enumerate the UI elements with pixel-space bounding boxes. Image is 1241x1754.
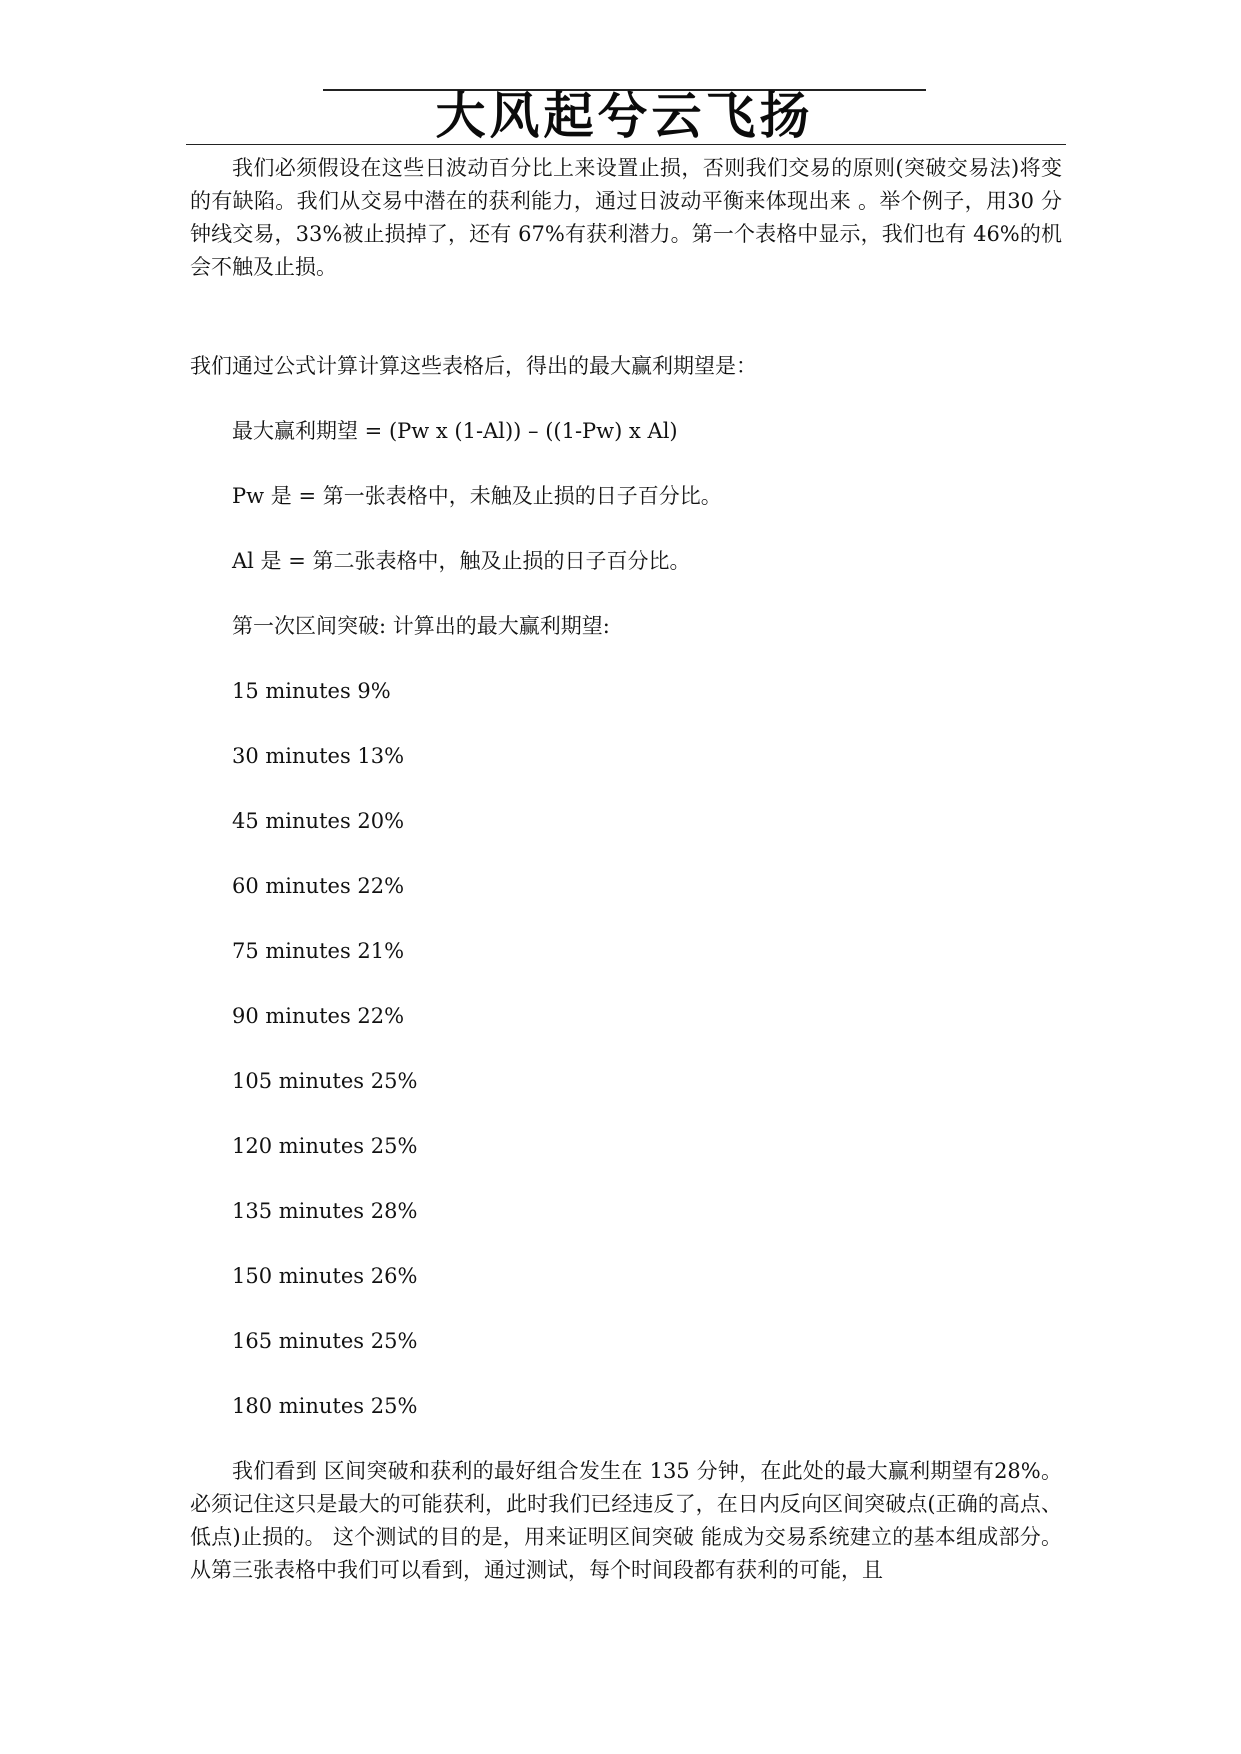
- spacer: [190, 903, 1062, 935]
- spacer: [190, 448, 1062, 480]
- list-item: 150 minutes 26%: [232, 1264, 418, 1288]
- list-item: 165 minutes 25%: [232, 1329, 418, 1353]
- spacer: [190, 1098, 1062, 1130]
- spacer: [190, 1358, 1062, 1390]
- results-list: [190, 675, 1062, 1423]
- pw-definition: Pw 是 = 第一张表格中，未触及止损的日子百分比。: [232, 484, 722, 508]
- document-body: [190, 152, 1062, 1587]
- list-item: 30 minutes 13%: [232, 744, 405, 768]
- list-item: 105 minutes 25%: [232, 1069, 418, 1093]
- spacer: [190, 773, 1062, 805]
- list-item: 60 minutes 22%: [232, 874, 405, 898]
- first-breakout-heading: 第一次区间突破: 计算出的最大赢利期望:: [232, 614, 610, 638]
- spacer: [190, 513, 1062, 545]
- spacer: [190, 643, 1062, 675]
- calc-intro-paragraph: 我们通过公式计算计算这些表格后，得出的最大赢利期望是：: [190, 354, 757, 378]
- list-item: 45 minutes 20%: [232, 809, 405, 833]
- conclusion-paragraph: 我们看到 区间突破和获利的最好组合发生在 135 分钟，在此处的最大赢利期望有28%。必须记住这只是最大的可能获利，此时我们已经违反了，在日内反向区间突破点(正确的高点、低点)止损的。 这个测试的目的是，用来证明区间突破 能成为交易系统建立的基本组成部分。从第三张表格中我们可以看到，通过测试，每个时间段都有获利的可能，且: [190, 1459, 1062, 1582]
- page-header: [0, 0, 1241, 150]
- spacer: [190, 1423, 1062, 1455]
- spacer: [190, 838, 1062, 870]
- list-item: 15 minutes 9%: [232, 679, 391, 703]
- spacer: [190, 968, 1062, 1000]
- list-item: 135 minutes 28%: [232, 1199, 418, 1223]
- spacer: [190, 1228, 1062, 1260]
- list-item: 180 minutes 25%: [232, 1394, 418, 1418]
- list-item: 75 minutes 21%: [232, 939, 405, 963]
- list-item: 90 minutes 22%: [232, 1004, 405, 1028]
- header-rule-bottom: [186, 144, 1066, 145]
- formula-line: 最大赢利期望 = (Pw x (1-Al)) – ((1-Pw) x Al): [232, 419, 678, 443]
- spacer: [190, 708, 1062, 740]
- al-definition: Al 是 = 第二张表格中，触及止损的日子百分比。: [232, 549, 691, 573]
- spacer: [190, 383, 1062, 415]
- list-item: 120 minutes 25%: [232, 1134, 418, 1158]
- spacer: [190, 1033, 1062, 1065]
- spacer: [190, 578, 1062, 610]
- spacer: [190, 1163, 1062, 1195]
- intro-paragraph: 我们必须假设在这些日波动百分比上来设置止损，否则我们交易的原则(突破交易法)将变的有缺陷。我们从交易中潜在的获利能力，通过日波动平衡来体现出来 。举个例子，用30 分钟线交易，33%被止损掉了，还有 67%有获利潜力。第一个表格中显示，我们也有 46%的机会不触及止损。: [190, 156, 1062, 279]
- spacer: [190, 1293, 1062, 1325]
- header-title: 大风起兮云飞扬: [435, 86, 814, 145]
- spacer: [190, 284, 1062, 350]
